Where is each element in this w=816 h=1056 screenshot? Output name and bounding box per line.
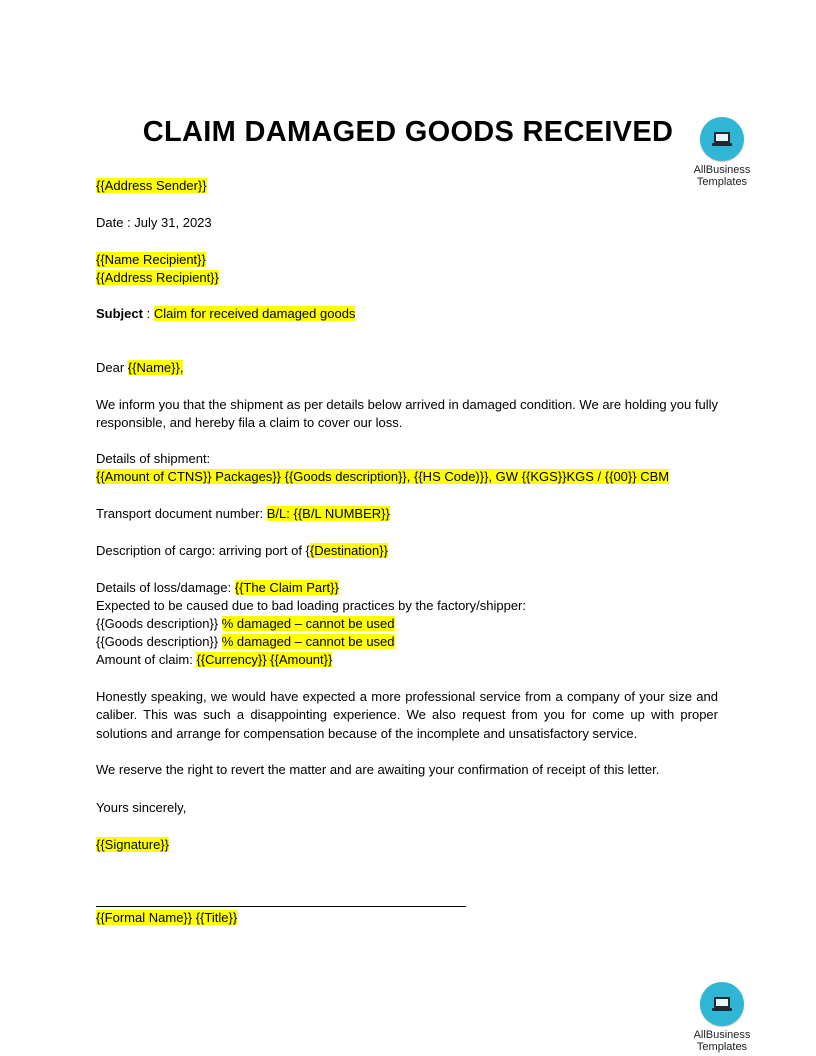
address-sender bbox=[96, 177, 207, 195]
subject-separator: : bbox=[142, 306, 154, 321]
date-line: Date : July 31, 2023 bbox=[96, 215, 212, 230]
loss-label: Details of loss/damage: bbox=[96, 580, 235, 595]
name-recipient-value: {{Name Recipient}} bbox=[96, 252, 206, 267]
salutation-name: {{Name}}, bbox=[127, 360, 184, 375]
transport-line bbox=[96, 505, 390, 523]
logo-bottom bbox=[687, 982, 757, 1053]
formal-name-line bbox=[96, 909, 237, 927]
laptop-icon bbox=[711, 130, 733, 148]
loss-line bbox=[96, 579, 339, 597]
logo-text-line1: AllBusiness bbox=[693, 164, 751, 176]
name-recipient bbox=[96, 251, 206, 269]
salutation-prefix: Dear bbox=[96, 360, 128, 375]
transport-value: B/L: {{B/L NUMBER}} bbox=[266, 506, 390, 521]
laptop-icon bbox=[711, 995, 733, 1013]
goods-1-value: % damaged – cannot be used bbox=[221, 616, 395, 631]
signature-value: {{Signature}} bbox=[96, 837, 170, 852]
reserve-paragraph: We reserve the right to revert the matter and are awaiting your confirmation of receipt of this letter. bbox=[96, 762, 660, 777]
claim-value: {{Currency}} {{Amount}} bbox=[196, 652, 333, 667]
closing-line: Yours sincerely, bbox=[96, 800, 187, 815]
claim-line bbox=[96, 651, 332, 669]
shipment-details bbox=[96, 468, 669, 486]
goods-1-label: {{Goods description}} bbox=[96, 616, 222, 631]
goods-2-label: {{Goods description}} bbox=[96, 634, 222, 649]
expected-line: Expected to be caused due to bad loading practices by the factory/shipper: bbox=[96, 598, 526, 613]
logo-circle bbox=[700, 982, 744, 1026]
salutation bbox=[96, 359, 183, 377]
shipment-label: Details of shipment: bbox=[96, 451, 211, 466]
logo-circle bbox=[700, 117, 744, 161]
subject-label: Subject bbox=[96, 306, 143, 321]
logo-top bbox=[687, 117, 757, 188]
claim-label: Amount of claim: bbox=[96, 652, 197, 667]
formal-name-value: {{Formal Name}} {{Title}} bbox=[96, 910, 238, 925]
goods-line-2 bbox=[96, 633, 395, 651]
address-sender-value: {{Address Sender}} bbox=[96, 178, 207, 193]
logo-text-line2: Templates bbox=[696, 176, 748, 188]
subject-text: Claim for received damaged goods bbox=[153, 306, 356, 321]
goods-2-value: % damaged – cannot be used bbox=[221, 634, 395, 649]
signature-placeholder bbox=[96, 836, 169, 854]
subject-line bbox=[96, 305, 355, 323]
loss-value: {{The Claim Part}} bbox=[234, 580, 339, 595]
transport-label: Transport document number: bbox=[96, 506, 267, 521]
logo-text-line2: Templates bbox=[696, 1041, 748, 1053]
cargo-label: Description of cargo: arriving port of { bbox=[96, 543, 310, 558]
intro-paragraph: We inform you that the shipment as per details below arrived in damaged condition. We are holding you fully responsible, and hereby fila a claim to cover our loss. bbox=[96, 397, 718, 431]
goods-line-1 bbox=[96, 615, 395, 633]
honestly-paragraph: Honestly speaking, we would have expected a more professional service from a company of your size and caliber. This was such a disappointing experience. We also request from you for come up with proper solutions and arrange for compensation because of the incomplete and unsatisfactory service. bbox=[96, 689, 718, 741]
cargo-line bbox=[96, 542, 388, 560]
cargo-value: {Destination}} bbox=[309, 543, 388, 558]
address-recipient bbox=[96, 269, 219, 287]
address-recipient-value: {{Address Recipient}} bbox=[96, 270, 219, 285]
logo-text-line1: AllBusiness bbox=[693, 1029, 751, 1041]
document-title: CLAIM DAMAGED GOODS RECEIVED bbox=[142, 116, 674, 148]
shipment-value: {{Amount of CTNS}} Packages}} {{Goods description}}, {{HS Code)}}, GW {{KGS}}KGS / {{00}} CBM bbox=[96, 469, 670, 484]
signature-line bbox=[96, 906, 466, 907]
